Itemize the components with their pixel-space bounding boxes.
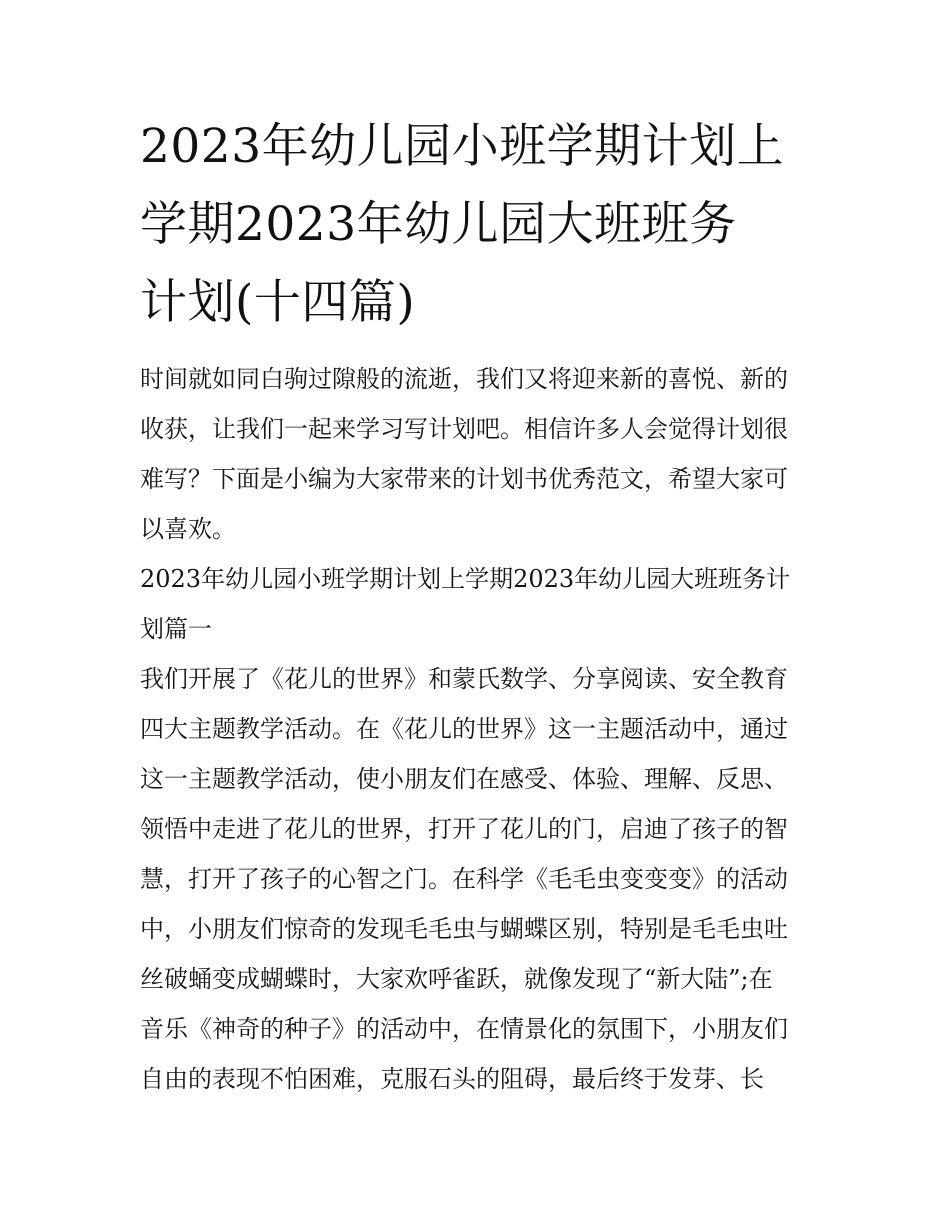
text-line: 我们开展了《花儿的世界》和蒙氏数学、分享阅读、安全教育 <box>140 665 788 693</box>
text-line: 领悟中走进了花儿的世界，打开了花儿的门，启迪了孩子的智 <box>140 815 788 843</box>
text-line: 时间就如同白驹过隙般的流逝，我们又将迎来新的喜悦、新的 <box>140 365 788 393</box>
title-line: 2023年幼儿园小班学期计划上 <box>140 119 785 174</box>
intro-paragraph <box>140 354 820 554</box>
text-line: 中，小朋友们惊奇的发现毛毛虫与蝴蝶区别，特别是毛毛虫吐 <box>140 915 788 943</box>
text-line: 难写？下面是小编为大家带来的计划书优秀范文，希望大家可 <box>140 465 788 493</box>
text-line: 这一主题教学活动，使小朋友们在感受、体验、理解、反思、 <box>140 765 788 793</box>
text-line: 以喜欢。 <box>140 515 236 543</box>
text-line: 划篇一 <box>140 615 212 643</box>
section-heading <box>140 554 820 654</box>
text-line: 自由的表现不怕困难，克服石头的阻碍，最后终于发芽、长 <box>140 1065 764 1093</box>
title-line: 计划(十四篇) <box>140 275 416 330</box>
document-title <box>140 108 820 342</box>
text-line: 收获，让我们一起来学习写计划吧。相信许多人会觉得计划很 <box>140 415 788 443</box>
text-line: 慧，打开了孩子的心智之门。在科学《毛毛虫变变变》的活动 <box>140 865 788 893</box>
text-line: 四大主题教学活动。在《花儿的世界》这一主题活动中，通过 <box>140 715 788 743</box>
text-line: 丝破蛹变成蝴蝶时，大家欢呼雀跃，就像发现了“新大陆”;在 <box>140 965 773 993</box>
text-line: 2023年幼儿园小班学期计划上学期2023年幼儿园大班班务计 <box>140 565 791 593</box>
document-body <box>140 354 820 1104</box>
title-line: 学期2023年幼儿园大班班务 <box>140 197 737 252</box>
body-paragraph <box>140 654 820 1104</box>
text-line: 音乐《神奇的种子》的活动中，在情景化的氛围下，小朋友们 <box>140 1015 788 1043</box>
